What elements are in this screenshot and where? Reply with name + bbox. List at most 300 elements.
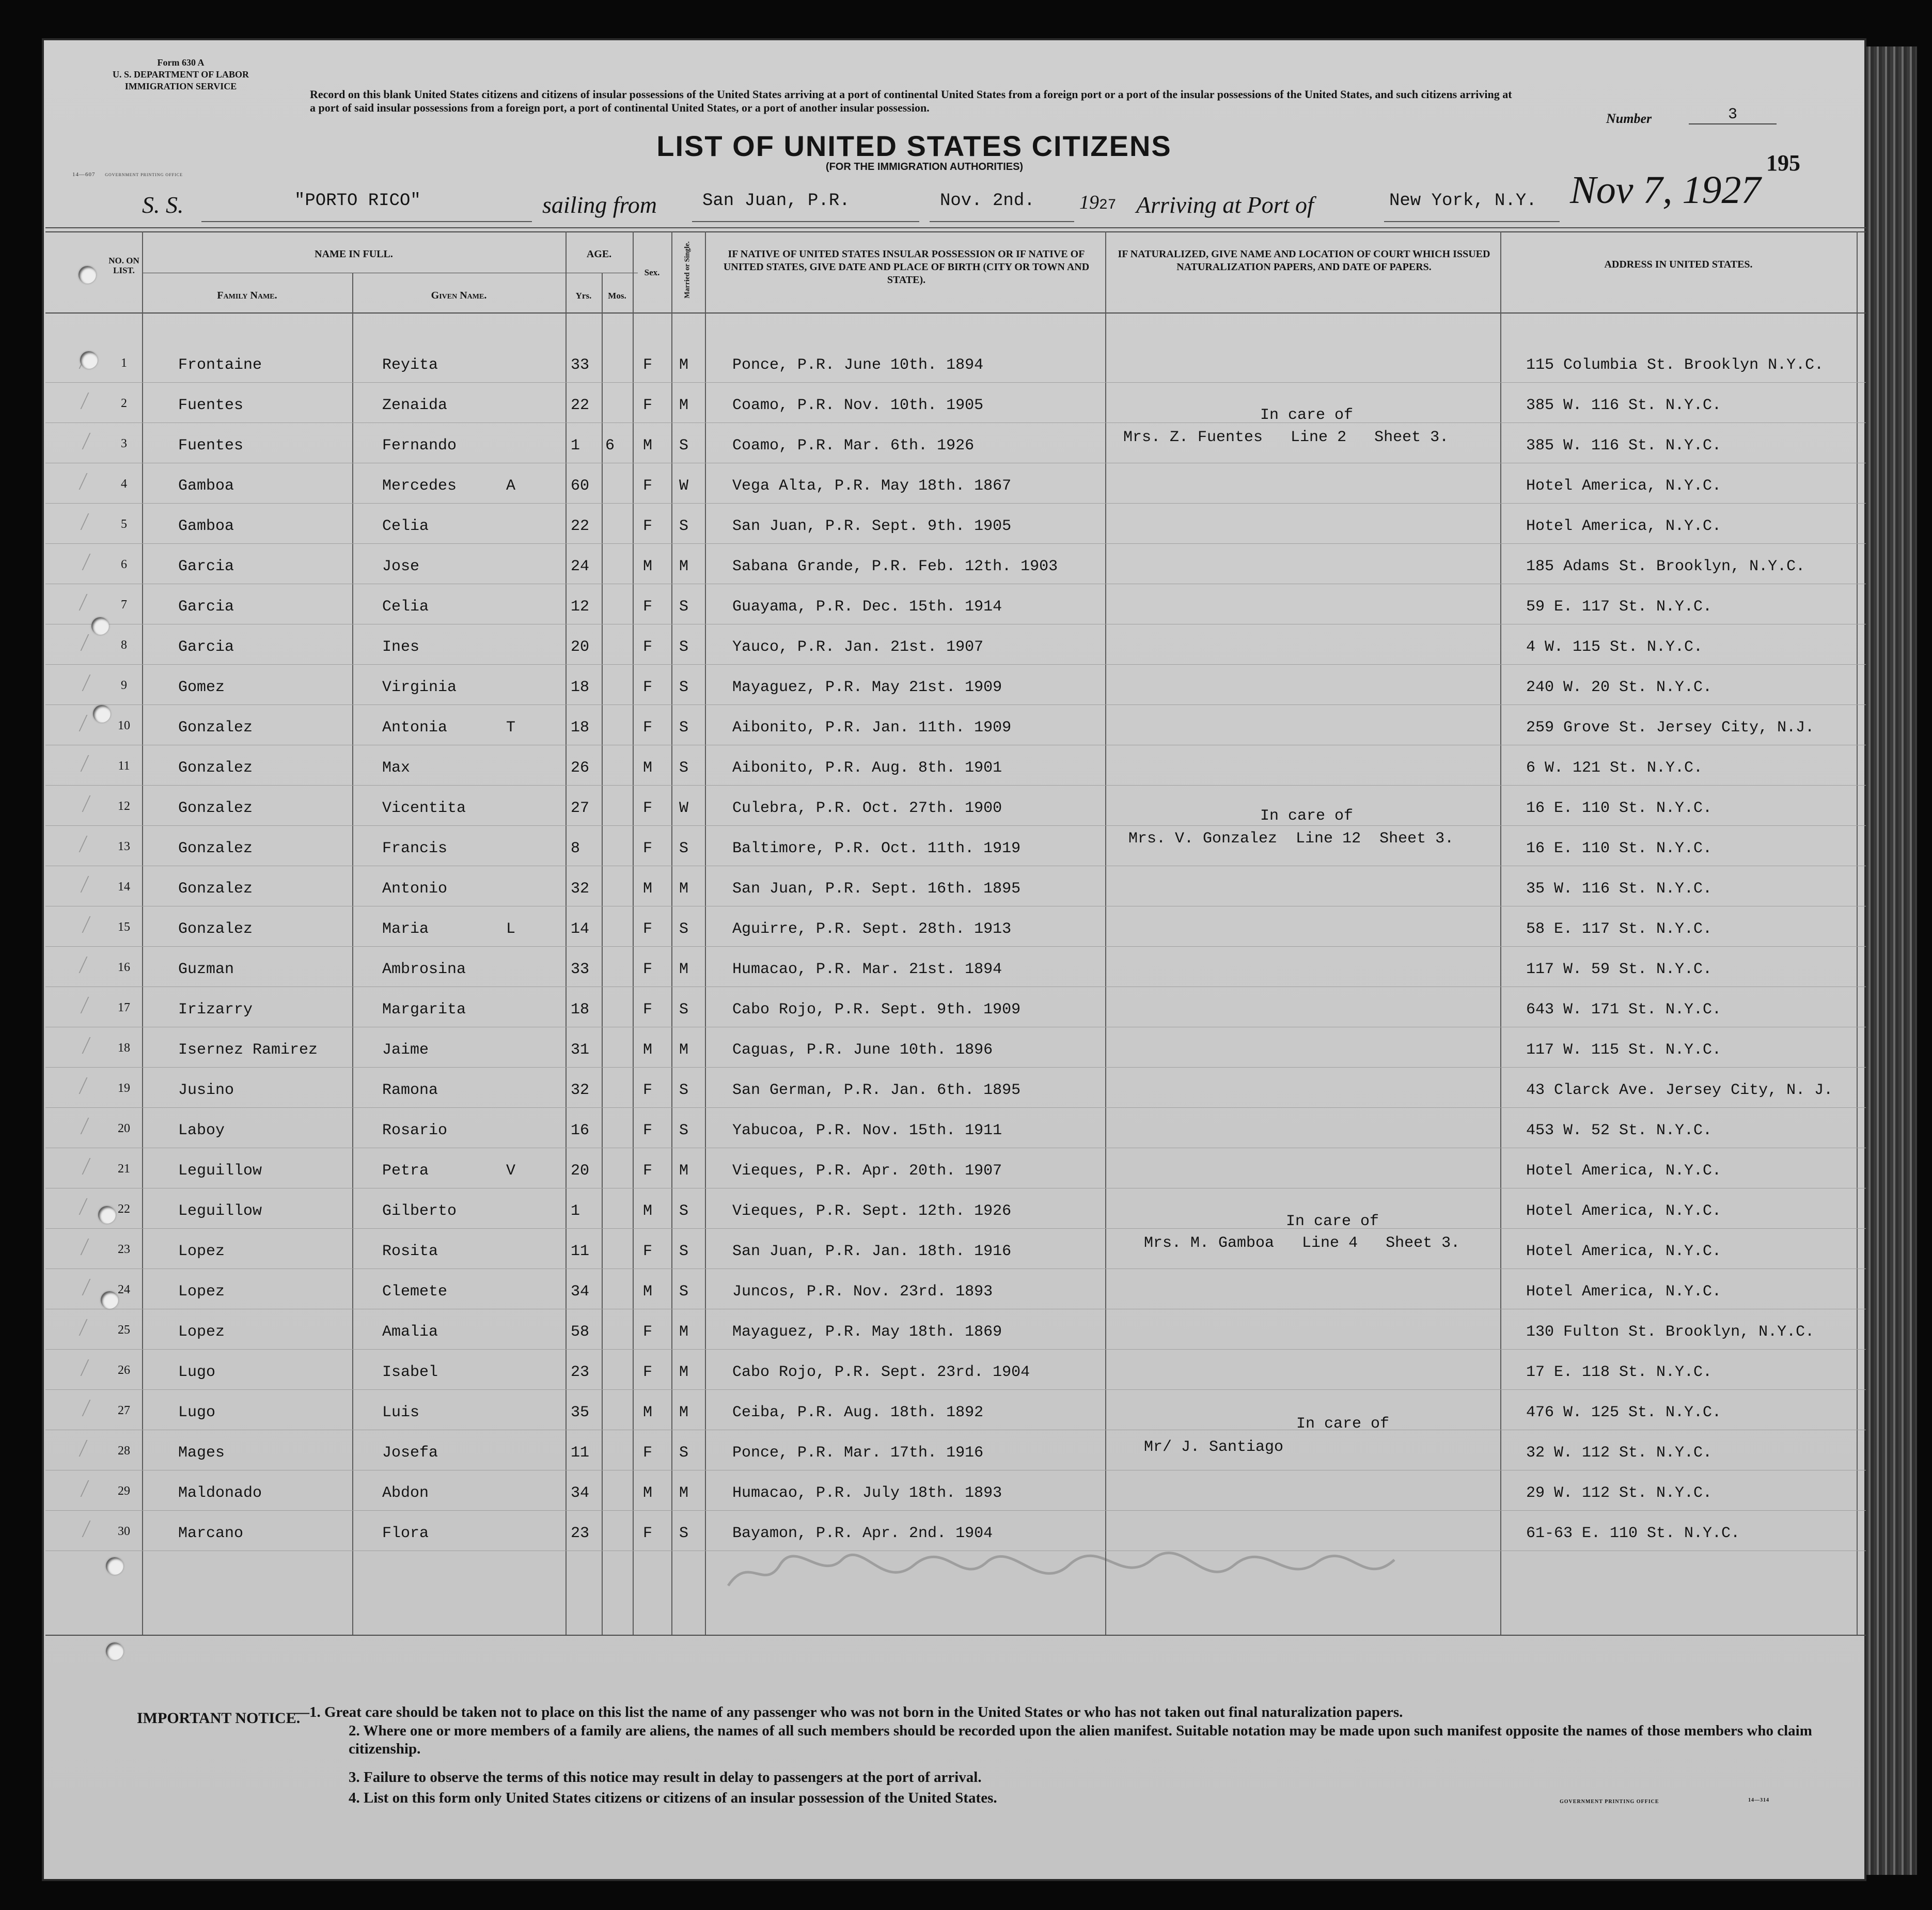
- family-name: Lopez: [178, 1243, 225, 1260]
- us-address: 643 W. 171 St. N.Y.C.: [1526, 1001, 1722, 1019]
- col-rule-7: [705, 231, 706, 1635]
- us-address: 29 W. 112 St. N.Y.C.: [1526, 1484, 1713, 1502]
- us-address: 130 Fulton St. Brooklyn, N.Y.C.: [1526, 1323, 1815, 1341]
- notice-item-2: 2. Where one or more members of a family are aliens, the names of all such members should be recorded upon the alien manifest. Suitable notation may be made upon such manifest opposite the names of those members who claim citizenship.: [349, 1723, 1812, 1757]
- birth-place-date: San Juan, P.R. Sept. 9th. 1905: [732, 518, 1012, 535]
- birth-place-date: Ponce, P.R. Mar. 17th. 1916: [732, 1444, 984, 1462]
- us-address: 35 W. 116 St. N.Y.C.: [1526, 880, 1713, 898]
- sex: F: [643, 1525, 653, 1542]
- birth-place-date: Vega Alta, P.R. May 18th. 1867: [732, 477, 1012, 495]
- marital-status: S: [679, 719, 689, 737]
- age-years: 20: [571, 1162, 590, 1180]
- care-note-3-line1: In care of: [1286, 1213, 1379, 1230]
- table-top-rule-2: [45, 231, 1866, 232]
- row-rule: [45, 1107, 1866, 1108]
- birth-place-date: Bayamon, P.R. Apr. 2nd. 1904: [732, 1525, 993, 1542]
- row-rule: [45, 785, 1866, 786]
- family-name: Leguillow: [178, 1202, 262, 1220]
- binder-hole: [106, 1642, 123, 1660]
- sex: M: [643, 1404, 653, 1421]
- care-note-4-line2: Mr/ J. Santiago: [1144, 1438, 1284, 1456]
- birth-place-date: Culebra, P.R. Oct. 27th. 1900: [732, 800, 1002, 817]
- sailing-label: sailing from: [542, 192, 657, 218]
- sex: M: [643, 1283, 653, 1301]
- birth-place-date: Coamo, P.R. Mar. 6th. 1926: [732, 437, 975, 455]
- sex: F: [643, 1162, 653, 1180]
- family-name: Marcano: [178, 1525, 244, 1542]
- given-name: Gilberto: [382, 1202, 457, 1220]
- row-rule: [45, 503, 1866, 504]
- age-months: 6: [605, 437, 615, 455]
- col-rule-6: [671, 231, 672, 1635]
- birth-place-date: Sabana Grande, P.R. Feb. 12th. 1903: [732, 558, 1058, 575]
- care-note-4-line1: In care of: [1296, 1415, 1390, 1433]
- us-address: 185 Adams St. Brooklyn, N.Y.C.: [1526, 558, 1805, 575]
- us-address: 6 W. 121 St. N.Y.C.: [1526, 759, 1703, 777]
- given-name: Francis: [382, 840, 448, 857]
- table-bottom-rule: [45, 1635, 1866, 1636]
- faint-inspector-signature: [718, 1544, 1405, 1601]
- header-age: AGE.: [586, 248, 612, 260]
- marital-status: M: [679, 1404, 689, 1421]
- given-name: Ramona: [382, 1082, 438, 1099]
- family-name: Lopez: [178, 1283, 225, 1301]
- binder-hole: [101, 1291, 118, 1309]
- birth-place-date: Mayaguez, P.R. May 21st. 1909: [732, 679, 1002, 696]
- row-number: 30: [118, 1525, 130, 1538]
- page-title: LIST OF UNITED STATES CITIZENS: [656, 130, 1172, 162]
- marital-status: M: [679, 1041, 689, 1059]
- us-address: 32 W. 112 St. N.Y.C.: [1526, 1444, 1713, 1462]
- sex: F: [643, 1444, 653, 1462]
- family-name: Gonzalez: [178, 719, 253, 737]
- row-rule: [45, 1067, 1866, 1068]
- header-birth: IF NATIVE OF UNITED STATES INSULAR POSSESSION OR IF NATIVE OF UNITED STATES, GIVE DATE AND PLACE OF BIRTH (CITY OR TOWN AND STATE).: [723, 248, 1090, 286]
- birth-place-date: Yauco, P.R. Jan. 21st. 1907: [732, 638, 984, 656]
- row-number: 7: [121, 598, 127, 612]
- arriving-label: Arriving at Port of: [1136, 192, 1314, 218]
- us-address: 476 W. 125 St. N.Y.C.: [1526, 1404, 1722, 1421]
- given-name: Fernando: [382, 437, 457, 455]
- age-years: 31: [571, 1041, 590, 1059]
- given-name: Margarita: [382, 1001, 466, 1019]
- age-years: 23: [571, 1364, 590, 1381]
- marital-status: M: [679, 880, 689, 898]
- sex: M: [643, 1202, 653, 1220]
- row-number: 4: [121, 477, 127, 491]
- sex: F: [643, 1364, 653, 1381]
- departure-port: San Juan, P.R.: [692, 191, 919, 222]
- header-yrs: Yrs.: [575, 291, 592, 301]
- given-name: Celia: [382, 598, 429, 616]
- birth-place-date: San Juan, P.R. Jan. 18th. 1916: [732, 1243, 1012, 1260]
- us-address: 117 W. 59 St. N.Y.C.: [1526, 961, 1713, 978]
- us-address: 453 W. 52 St. N.Y.C.: [1526, 1122, 1713, 1139]
- age-years: 1: [571, 1202, 580, 1220]
- row-rule: [45, 1389, 1866, 1390]
- age-years: 24: [571, 558, 590, 575]
- sex: F: [643, 1323, 653, 1341]
- header-no: NO. ON LIST.: [108, 256, 139, 275]
- row-number: 22: [118, 1202, 130, 1216]
- given-name: Mercedes: [382, 477, 457, 495]
- birth-place-date: Coamo, P.R. Nov. 10th. 1905: [732, 397, 984, 414]
- family-name: Frontaine: [178, 356, 262, 374]
- age-years: 11: [571, 1243, 590, 1260]
- age-years: 32: [571, 880, 590, 898]
- ss-label: S. S.: [142, 192, 184, 218]
- row-number: 19: [118, 1082, 130, 1095]
- family-name: Lugo: [178, 1364, 216, 1381]
- age-years: 35: [571, 1404, 590, 1421]
- age-years: 33: [571, 356, 590, 374]
- birth-place-date: Cabo Rojo, P.R. Sept. 9th. 1909: [732, 1001, 1021, 1019]
- marital-status: S: [679, 1202, 689, 1220]
- given-name: Antonio: [382, 880, 448, 898]
- row-number: 6: [121, 558, 127, 571]
- given-name: Flora: [382, 1525, 429, 1542]
- care-note-2-line1: In care of: [1260, 807, 1354, 825]
- row-number: 10: [118, 719, 130, 732]
- given-name: Zenaida: [382, 397, 448, 414]
- marital-status: S: [679, 1283, 689, 1301]
- header-given-name: Given Name.: [431, 290, 487, 301]
- marital-status: M: [679, 558, 689, 575]
- row-number: 14: [118, 880, 130, 894]
- age-years: 14: [571, 920, 590, 938]
- departure-year: 1927: [1079, 192, 1117, 213]
- us-address: Hotel America, N.Y.C.: [1526, 1202, 1722, 1220]
- us-address: Hotel America, N.Y.C.: [1526, 518, 1722, 535]
- marital-status: S: [679, 1122, 689, 1139]
- given-name: Celia: [382, 518, 429, 535]
- row-number: 16: [118, 961, 130, 974]
- row-number: 11: [118, 759, 130, 773]
- departure-date: Nov. 2nd.: [930, 191, 1074, 222]
- given-name: Rosario: [382, 1122, 448, 1139]
- marital-status: S: [679, 1444, 689, 1462]
- service-name: IMMIGRATION SERVICE: [124, 81, 237, 91]
- row-number: 27: [118, 1404, 130, 1417]
- birth-place-date: Vieques, P.R. Apr. 20th. 1907: [732, 1162, 1002, 1180]
- given-name: Clemete: [382, 1283, 448, 1301]
- given-name: Amalia: [382, 1323, 438, 1341]
- page-subtitle: (FOR THE IMMIGRATION AUTHORITIES): [825, 161, 1024, 173]
- us-address: Hotel America, N.Y.C.: [1526, 1243, 1722, 1260]
- marital-status: S: [679, 1525, 689, 1542]
- family-name: Gamboa: [178, 518, 234, 535]
- row-rule: [45, 946, 1866, 947]
- given-name: Rosita: [382, 1243, 438, 1260]
- family-name: Mages: [178, 1444, 225, 1462]
- family-name: Gamboa: [178, 477, 234, 495]
- birth-place-date: Cabo Rojo, P.R. Sept. 23rd. 1904: [732, 1364, 1030, 1381]
- marital-status: S: [679, 638, 689, 656]
- family-name: Garcia: [178, 558, 234, 575]
- col-rule-2: [352, 273, 353, 1635]
- notice-heading: IMPORTANT NOTICE.: [137, 1710, 301, 1727]
- family-name: Garcia: [178, 638, 234, 656]
- row-number: 28: [118, 1444, 130, 1458]
- family-name: Fuentes: [178, 437, 244, 455]
- sex: F: [643, 356, 653, 374]
- given-name: Jose: [382, 558, 420, 575]
- family-name: Gonzalez: [178, 840, 253, 857]
- row-rule: [45, 382, 1866, 383]
- row-number: 29: [118, 1484, 130, 1498]
- family-name: Garcia: [178, 598, 234, 616]
- binder-hole: [91, 617, 109, 635]
- ledger-page-edges: [1865, 46, 1917, 1875]
- age-years: 1: [571, 437, 580, 455]
- marital-status: S: [679, 598, 689, 616]
- number-value: 3: [1689, 106, 1777, 124]
- age-years: 22: [571, 518, 590, 535]
- sex: M: [643, 880, 653, 898]
- us-address: 117 W. 115 St. N.Y.C.: [1526, 1041, 1722, 1059]
- birth-place-date: Caguas, P.R. June 10th. 1896: [732, 1041, 993, 1059]
- given-name: Jaime: [382, 1041, 429, 1059]
- row-number: 26: [118, 1364, 130, 1377]
- given-name: Max: [382, 759, 411, 777]
- marital-status: M: [679, 397, 689, 414]
- sex: F: [643, 598, 653, 616]
- age-years: 23: [571, 1525, 590, 1542]
- marital-status: M: [679, 1484, 689, 1502]
- age-years: 12: [571, 598, 590, 616]
- marital-status: S: [679, 518, 689, 535]
- care-note-3-line2: Mrs. M. Gamboa Line 4 Sheet 3.: [1144, 1234, 1460, 1252]
- family-name: Maldonado: [178, 1484, 262, 1502]
- age-years: 18: [571, 719, 590, 737]
- sex: M: [643, 1484, 653, 1502]
- given-name: Antonia: [382, 719, 448, 737]
- age-years: 18: [571, 679, 590, 696]
- manifest-sheet: [44, 40, 1864, 1879]
- age-years: 20: [571, 638, 590, 656]
- row-rule: [45, 1510, 1866, 1511]
- care-note-2-line2: Mrs. V. Gonzalez Line 12 Sheet 3.: [1128, 830, 1454, 848]
- header-bottom-rule: [45, 312, 1866, 314]
- care-note-1-line2: Mrs. Z. Fuentes Line 2 Sheet 3.: [1123, 429, 1449, 446]
- marital-status: S: [679, 1082, 689, 1099]
- marital-status: M: [679, 1323, 689, 1341]
- row-number: 12: [118, 800, 130, 813]
- us-address: 385 W. 116 St. N.Y.C.: [1526, 397, 1722, 414]
- birth-place-date: Mayaguez, P.R. May 18th. 1869: [732, 1323, 1002, 1341]
- row-number: 25: [118, 1323, 130, 1337]
- us-address: 385 W. 116 St. N.Y.C.: [1526, 437, 1722, 455]
- given-name: Josefa: [382, 1444, 438, 1462]
- sex: F: [643, 719, 653, 737]
- row-rule: [45, 825, 1866, 826]
- row-rule: [45, 1228, 1866, 1229]
- binder-hole: [106, 1557, 123, 1575]
- birth-place-date: Humacao, P.R. July 18th. 1893: [732, 1484, 1002, 1502]
- us-address: 16 E. 110 St. N.Y.C.: [1526, 800, 1713, 817]
- row-rule: [45, 1349, 1866, 1350]
- row-rule: [45, 422, 1866, 423]
- form-code: 14—607: [72, 171, 96, 178]
- sheet-number: 195: [1766, 150, 1800, 176]
- col-rule-3: [566, 231, 567, 1635]
- row-number: 3: [121, 437, 127, 450]
- marital-status: S: [679, 1001, 689, 1019]
- birth-place-date: Aguirre, P.R. Sept. 28th. 1913: [732, 920, 1012, 938]
- marital-status: M: [679, 356, 689, 374]
- us-address: 61-63 E. 110 St. N.Y.C.: [1526, 1525, 1740, 1542]
- family-name: Lopez: [178, 1323, 225, 1341]
- family-name: Isernez Ramirez: [178, 1041, 318, 1059]
- row-number: 5: [121, 518, 127, 531]
- us-address: 17 E. 118 St. N.Y.C.: [1526, 1364, 1713, 1381]
- notice-item-4: 4. List on this form only United States citizens or citizens of an insular possession of the United States.: [349, 1790, 997, 1806]
- us-address: 59 E. 117 St. N.Y.C.: [1526, 598, 1713, 616]
- age-years: 22: [571, 397, 590, 414]
- given-name: Ines: [382, 638, 420, 656]
- us-address: Hotel America, N.Y.C.: [1526, 1162, 1722, 1180]
- form-small-code: [72, 171, 183, 178]
- sex: F: [643, 397, 653, 414]
- age-years: 8: [571, 840, 580, 857]
- age-years: 26: [571, 759, 590, 777]
- us-address: 58 E. 117 St. N.Y.C.: [1526, 920, 1713, 938]
- family-name: Guzman: [178, 961, 234, 978]
- binder-hole: [80, 351, 98, 369]
- birth-place-date: San German, P.R. Jan. 6th. 1895: [732, 1082, 1021, 1099]
- row-number: 18: [118, 1041, 130, 1055]
- family-name: Gonzalez: [178, 800, 253, 817]
- record-instructions: Record on this blank United States citizens and citizens of insular possessions of the United States arriving at a port of continental United States from a foreign port or a port of the insular possessions of the United States, and such citizens arriving at a port of said insular possessions from a foreign port, a port of continental United States, or a port of another insular possession.: [310, 88, 1512, 114]
- age-years: 16: [571, 1122, 590, 1139]
- binder-hole: [93, 705, 111, 723]
- age-years: 27: [571, 800, 590, 817]
- col-rule-1: [142, 231, 143, 1635]
- notice-item-3: 3. Failure to observe the terms of this notice may result in delay to passengers at the port of arrival.: [349, 1769, 982, 1786]
- family-name: Lugo: [178, 1404, 216, 1421]
- birth-place-date: Guayama, P.R. Dec. 15th. 1914: [732, 598, 1002, 616]
- sex: F: [643, 1082, 653, 1099]
- sex: F: [643, 477, 653, 495]
- header-address: ADDRESS IN UNITED STATES.: [1604, 259, 1753, 270]
- marital-status: S: [679, 679, 689, 696]
- middle-initial: A: [506, 477, 516, 495]
- printer-office-note: GOVERNMENT PRINTING OFFICE: [1560, 1799, 1659, 1805]
- marital-status: M: [679, 1162, 689, 1180]
- sex: F: [643, 518, 653, 535]
- age-years: 32: [571, 1082, 590, 1099]
- table-top-rule: [45, 227, 1866, 228]
- sex: F: [643, 1001, 653, 1019]
- marital-status: M: [679, 961, 689, 978]
- age-years: 18: [571, 1001, 590, 1019]
- row-number: 9: [121, 679, 127, 692]
- sex: F: [643, 840, 653, 857]
- marital-status: S: [679, 759, 689, 777]
- header-sex: Sex.: [644, 268, 660, 277]
- middle-initial: V: [506, 1162, 516, 1180]
- given-name: Virginia: [382, 679, 457, 696]
- binder-hole: [98, 1206, 116, 1224]
- given-name: Maria: [382, 920, 429, 938]
- row-rule: [45, 704, 1866, 705]
- header-family-name: Family Name.: [217, 290, 277, 301]
- header-naturalized: IF NATURALIZED, GIVE NAME AND LOCATION OF COURT WHICH ISSUED NATURALIZATION PAPERS, AND DATE OF PAPERS.: [1118, 248, 1490, 273]
- middle-initial: T: [506, 719, 516, 737]
- given-name: Petra: [382, 1162, 429, 1180]
- us-address: Hotel America, N.Y.C.: [1526, 1283, 1722, 1301]
- birth-place-date: Aibonito, P.R. Aug. 8th. 1901: [732, 759, 1002, 777]
- family-name: Fuentes: [178, 397, 244, 414]
- row-number: 2: [121, 397, 127, 410]
- col-rule-5: [633, 231, 634, 1635]
- family-name: Gonzalez: [178, 880, 253, 898]
- header-married-single: Married or Single.: [683, 241, 692, 299]
- marital-status: S: [679, 437, 689, 455]
- row-number: 1: [121, 356, 127, 370]
- family-name: Gonzalez: [178, 920, 253, 938]
- header-name-in-full: NAME IN FULL.: [315, 248, 393, 260]
- col-rule-10: [1857, 231, 1858, 1635]
- sex: F: [643, 961, 653, 978]
- marital-status: S: [679, 920, 689, 938]
- us-address: 115 Columbia St. Brooklyn N.Y.C.: [1526, 356, 1824, 374]
- family-name: Laboy: [178, 1122, 225, 1139]
- header-mos: Mos.: [608, 291, 626, 301]
- binder-hole: [78, 266, 96, 284]
- row-number: 13: [118, 840, 130, 853]
- us-address: 4 W. 115 St. N.Y.C.: [1526, 638, 1703, 656]
- row-rule: [45, 664, 1866, 665]
- age-years: 33: [571, 961, 590, 978]
- age-years: 34: [571, 1283, 590, 1301]
- care-note-1-line1: In care of: [1260, 406, 1354, 424]
- printer-code: 14—314: [1748, 1797, 1769, 1803]
- birth-place-date: Juncos, P.R. Nov. 23rd. 1893: [732, 1283, 993, 1301]
- col-rule-8: [1105, 231, 1106, 1635]
- col-rule-9: [1500, 231, 1501, 1635]
- us-address: 259 Grove St. Jersey City, N.J.: [1526, 719, 1815, 737]
- birth-place-date: Ponce, P.R. June 10th. 1894: [732, 356, 984, 374]
- age-years: 60: [571, 477, 590, 495]
- given-name: Isabel: [382, 1364, 438, 1381]
- sex: M: [643, 558, 653, 575]
- form-number: Form 630 A: [157, 57, 205, 68]
- given-name: Vicentita: [382, 800, 466, 817]
- birth-place-date: Ceiba, P.R. Aug. 18th. 1892: [732, 1404, 984, 1421]
- row-rule: [45, 543, 1866, 544]
- given-name: Abdon: [382, 1484, 429, 1502]
- sex: F: [643, 920, 653, 938]
- ship-name: "PORTO RICO": [201, 191, 532, 222]
- form-identification: [98, 57, 263, 92]
- birth-place-date: Vieques, P.R. Sept. 12th. 1926: [732, 1202, 1012, 1220]
- row-number: 20: [118, 1122, 130, 1135]
- birth-place-date: Baltimore, P.R. Oct. 11th. 1919: [732, 840, 1021, 857]
- arrival-port: New York, N.Y.: [1384, 191, 1560, 222]
- marital-status: M: [679, 1364, 689, 1381]
- us-address: 43 Clarck Ave. Jersey City, N. J.: [1526, 1082, 1833, 1099]
- family-name: Leguillow: [178, 1162, 262, 1180]
- family-name: Irizarry: [178, 1001, 253, 1019]
- given-name: Reyita: [382, 356, 438, 374]
- marital-status: W: [679, 800, 689, 817]
- us-address: 16 E. 110 St. N.Y.C.: [1526, 840, 1713, 857]
- birth-place-date: San Juan, P.R. Sept. 16th. 1895: [732, 880, 1021, 898]
- birth-place-date: Yabucoa, P.R. Nov. 15th. 1911: [732, 1122, 1002, 1139]
- marital-status: W: [679, 477, 689, 495]
- row-number: 15: [118, 920, 130, 934]
